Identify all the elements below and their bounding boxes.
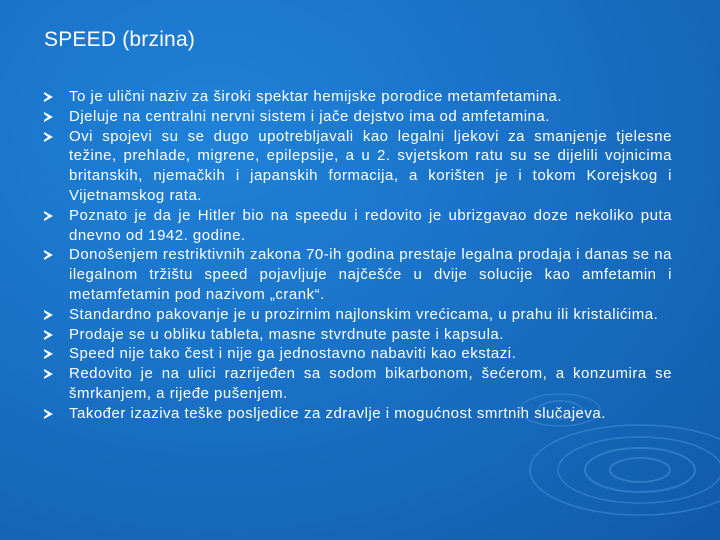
bullet-text: Ovi spojevi su se dugo upotrebljavali kao legalni ljekovi za smanjenje tjelesne težine, prehlade, migrene, epilepsije, a u 2. svjetskom ratu su se dijelili vojnicima britanskih, njemačkih i japanskih formacija, a korišten je i tokom Korejskog i Vijetnamskog rata.	[69, 127, 672, 204]
list-item	[44, 127, 672, 206]
bullet-text: Prodaje se u obliku tableta, masne stvrdnute paste i kapsula.	[69, 325, 504, 343]
bullet-text: Redovito je na ulici razrijeđen sa sodom bikarbonom, šećerom, a konzumira se šmrkanjem, a rijeđe pušenjem.	[69, 365, 672, 402]
arrow-bullet-icon	[44, 112, 53, 122]
arrow-bullet-icon	[44, 132, 53, 142]
arrow-bullet-icon	[44, 349, 53, 359]
arrow-bullet-icon	[44, 369, 53, 379]
list-item	[44, 364, 672, 404]
arrow-bullet-icon	[44, 409, 53, 419]
bullet-text: Speed nije tako čest i nije ga jednostavno nabaviti kao ekstazi.	[69, 345, 517, 363]
arrow-bullet-icon	[44, 92, 53, 102]
list-item	[44, 305, 672, 325]
arrow-bullet-icon	[44, 330, 53, 340]
list-item	[44, 404, 672, 424]
arrow-bullet-icon	[44, 310, 53, 320]
bullet-text: Donošenjem restriktivnih zakona 70-ih godina prestaje legalna prodaja i danas se na ilegalnom tržištu speed pojavljuje najčešće u dvije solucije kao amfetamin i metamfetamin pod nazivom „crank“.	[69, 246, 672, 303]
list-item	[44, 245, 672, 304]
list-item	[44, 206, 672, 246]
bullet-text: To je ulični naziv za široki spektar hemijske porodice metamfetamina.	[69, 88, 563, 105]
list-item	[44, 344, 672, 364]
slide-title: SPEED (brzina)	[44, 28, 196, 51]
list-item	[44, 107, 672, 127]
bullet-text: Također izaziva teške posljedice za zdravlje i mogućnost smrtnih slučajeva.	[69, 404, 606, 422]
bullet-text: Poznato je da je Hitler bio na speedu i redovito je ubrizgavao doze nekoliko puta dnevno od 1942. godine.	[69, 206, 672, 244]
list-item	[44, 325, 672, 345]
arrow-bullet-icon	[44, 211, 53, 221]
list-item	[44, 87, 672, 107]
bullet-text: Djeluje na centralni nervni sistem i jače dejstvo ima od amfetamina.	[69, 107, 550, 125]
bullet-text: Standardno pakovanje je u prozirnim najlonskim vrećicama, u prahu ili kristalićima.	[69, 305, 659, 323]
bullet-list	[44, 87, 672, 424]
arrow-bullet-icon	[44, 250, 53, 260]
